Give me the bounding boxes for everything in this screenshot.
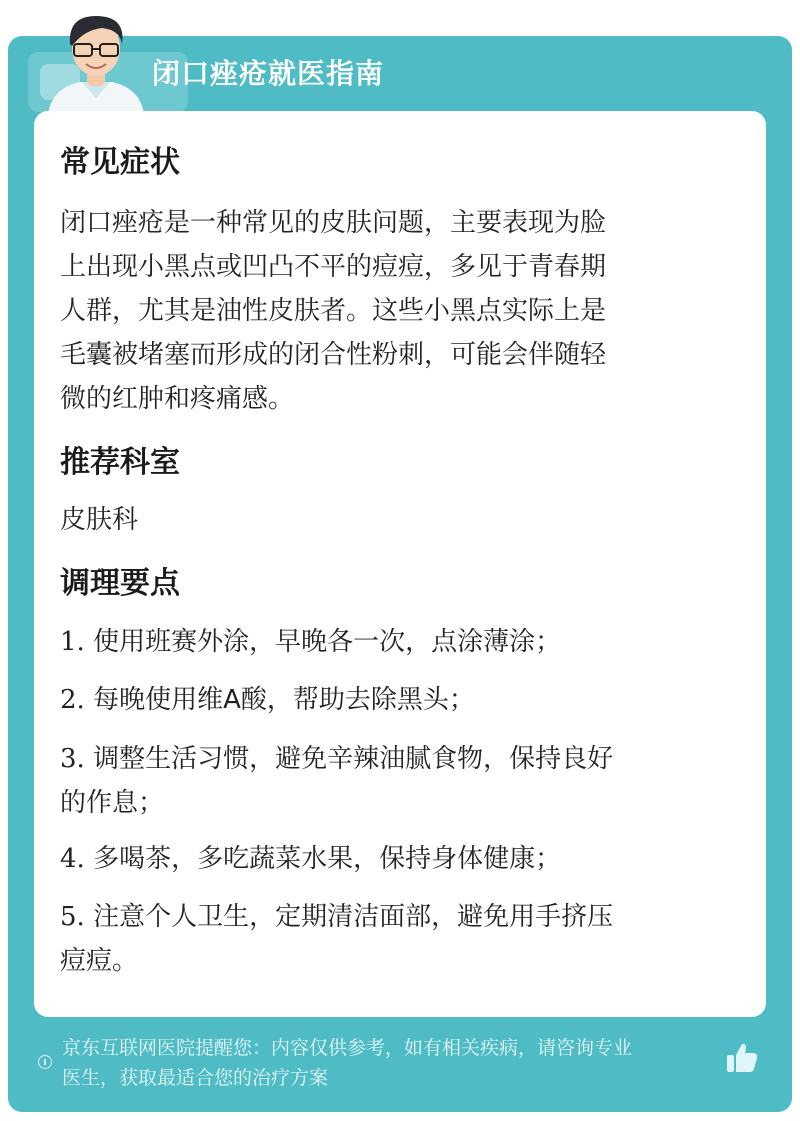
disclaimer-line: 京东互联网医院提醒您：内容仅供参考，如有相关疾病，请咨询专业 [62,1037,633,1059]
symptoms-line: 闭口痤疮是一种常见的皮肤问题，主要表现为脸 [60,208,607,238]
section-title-symptoms: 常见症状 [60,145,180,180]
list-text: 每晚使用维A酸，帮助去除黑头； [93,685,475,715]
list-text: 使用班赛外涂，早晚各一次，点涂薄涂； [93,627,562,657]
section-title-department: 推荐科室 [60,445,180,480]
list-number: 5. [60,902,85,932]
symptoms-line: 上出现小黑点或凹凸不平的痘痘，多见于青春期 [60,252,607,282]
page-title: 闭口痤疮就医指南 [152,57,385,90]
list-item [60,737,740,825]
list-number: 1. [60,627,85,657]
list-number: 3. [60,744,85,774]
symptoms-line: 人群，尤其是油性皮肤者。这些小黑点实际上是 [60,296,607,326]
list-text-continued: 的作息； [60,788,165,818]
list-item [60,678,740,722]
list-number: 4. [60,844,85,874]
list-text-continued: 痘痘。 [60,946,139,976]
symptoms-line: 毛囊被堵塞而形成的闭合性粉刺，可能会伴随轻 [60,340,607,370]
info-icon [38,1055,52,1069]
department-value: 皮肤科 [60,505,139,535]
disclaimer-text [62,1033,726,1093]
list-number: 2. [60,685,85,715]
list-text: 注意个人卫生，定期清洁面部，避免用手挤压 [93,902,614,932]
thumbs-up-icon[interactable] [724,1040,760,1076]
symptoms-description [60,201,732,421]
content-card [34,111,766,1017]
symptoms-line: 微的红肿和疼痛感。 [60,384,295,414]
section-title-care: 调理要点 [60,566,180,601]
list-item [60,837,740,881]
list-item [60,620,740,664]
list-item [60,895,740,983]
disclaimer-line: 医生，获取最适合您的治疗方案 [62,1067,329,1089]
doctor-avatar [40,6,152,114]
list-text: 调整生活习惯，避免辛辣油腻食物，保持良好 [93,744,614,774]
list-text: 多喝茶，多吃蔬菜水果，保持身体健康； [93,844,562,874]
